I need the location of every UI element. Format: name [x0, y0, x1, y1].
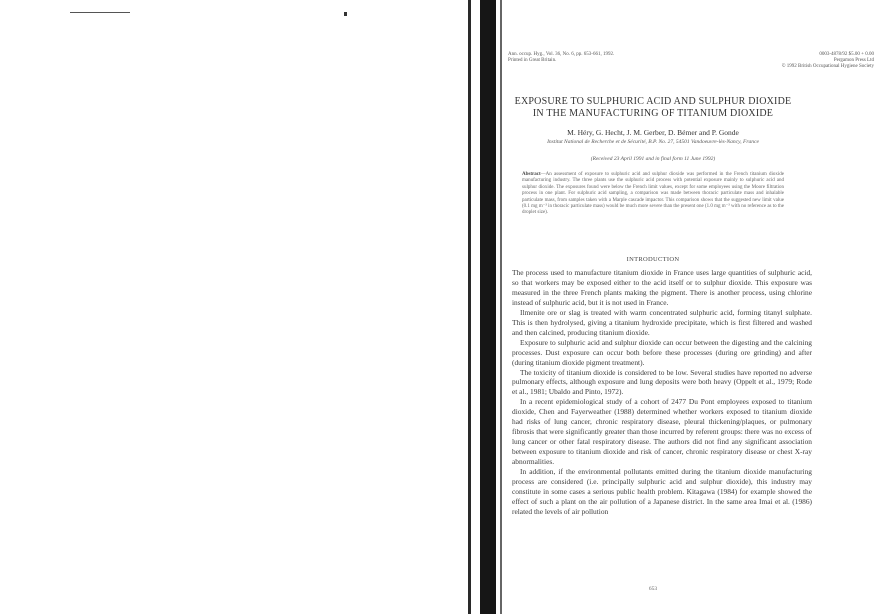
paragraph: The process used to manufacture titanium dioxide in France uses large quantities of sulphuric acid, so that workers may be exposed either to the acid itself or to sulphur dioxide. This exposure was measured in the three French plants making the pigment. There is another process, using chlorine instead of sulphuric acid, but it is not used in France.: [512, 268, 812, 307]
journal-price: 0003-4878/92 $5.00 + 0.00: [819, 52, 874, 57]
paragraph: Ilmenite ore or slag is treated with warm concentrated sulphuric acid, forming titanyl sulphate. This is then hydrolysed, giving a titanium hydroxide precipitate, which is first filtered and washed and then calcined, producing titanium dioxide.: [512, 307, 812, 337]
book-spine-shadow: [480, 0, 496, 614]
scan-speck: [344, 12, 347, 16]
abstract-label: Abstract: [522, 172, 541, 177]
journal-printed: Printed in Great Britain.: [508, 58, 557, 63]
journal-header-left: [508, 52, 614, 64]
book-spine-edge: [468, 0, 471, 614]
journal-publisher: Pergamon Press Ltd: [833, 58, 874, 63]
paper-affiliation: Institut National de Recherche et de Sécurité, B.P. No. 27, 54501 Vandoeuvre-lès-Nancy, France: [547, 139, 759, 145]
journal-copyright: © 1992 British Occupational Hygiene Society: [781, 64, 874, 69]
paper-authors: M. Héry, G. Hecht, J. M. Gerber, D. Bémer and P. Gonde: [567, 128, 739, 137]
paper-title: EXPOSURE TO SULPHURIC ACID AND SULPHUR DIOXIDE IN THE MANUFACTURING OF TITANIUM DIOXIDE: [514, 96, 792, 119]
top-rule: [70, 12, 130, 13]
page-number: 653: [648, 586, 658, 592]
paragraph: The toxicity of titanium dioxide is considered to be low. Several studies have reported no adverse pulmonary effects, although exposure and lung deposits were both heavy (Oppelt et al., 1979; Rode et al., 1981; Ubaldo and Pinto, 1972).: [512, 367, 812, 397]
book-spine-gutter: [500, 0, 502, 614]
paragraph: Exposure to sulphuric acid and sulphur dioxide can occur between the digesting and the calcining processes. Dust exposure can occur both before these processes (during ore grinding) and after (during titanium dioxide pigment treatment).: [512, 337, 812, 367]
section-heading: INTRODUCTION: [626, 256, 680, 263]
journal-citation: Ann. occup. Hyg., Vol. 36, No. 6, pp. 653-661, 1992.: [508, 52, 615, 57]
journal-header-right: [782, 52, 874, 70]
body-text: [512, 268, 812, 517]
abstract: [522, 172, 784, 217]
paragraph: In a recent epidemiological study of a cohort of 2477 Du Pont employees exposed to titanium dioxide, Chen and Fayerweather (1988) determined whether workers exposed to titanium dioxide had risks of lung cancer, chronic respiratory disease, pleural thickening/plaques, or pulmonary fibrosis that were significantly greater than those incurred by referent groups: there was no excess of lung cancer or other fatal respiratory disease. The authors did not find any significant association between exposure to titanium dioxide and risk of cancer, chronic respiratory disease or chest X-ray abnormalities.: [512, 397, 812, 467]
received-date: (Received 23 April 1991 and in final form 11 June 1992): [590, 156, 716, 162]
abstract-text: —An assessment of exposure to sulphuric acid and sulphur dioxide was performed in the French titanium dioxide manufacturing industry. The three plants use the sulphuric acid process with potential exposure mainly to sulphuric acid and sulphur dioxide. The exposures found were below the French limit values, except for some employees using the Moore filtration process in one plant. For sulphuric acid sampling, a comparison was made between thoracic particulate mass and inhalable particulate mass, from samples taken with a Marple cascade impactor. This comparison shows that the suggested new limit value (0.1 mg m⁻³ in thoracic particulate mass) would be much more severe than the present one (1.0 mg m⁻³ with no reference as to the droplet size).: [522, 172, 784, 216]
paragraph: In addition, if the environmental pollutants emitted during the titanium dioxide manufacturing process are considered (i.e. principally sulphuric acid and sulphur dioxide), this industry may constitute in some cases a serious public health problem. Kitagawa (1984) for example showed the effect of such a plant on the air pollution of a Japanese district. In the same area Imai et al. (1986) related the levels of air pollution: [512, 467, 812, 516]
journal-page: [508, 0, 880, 614]
